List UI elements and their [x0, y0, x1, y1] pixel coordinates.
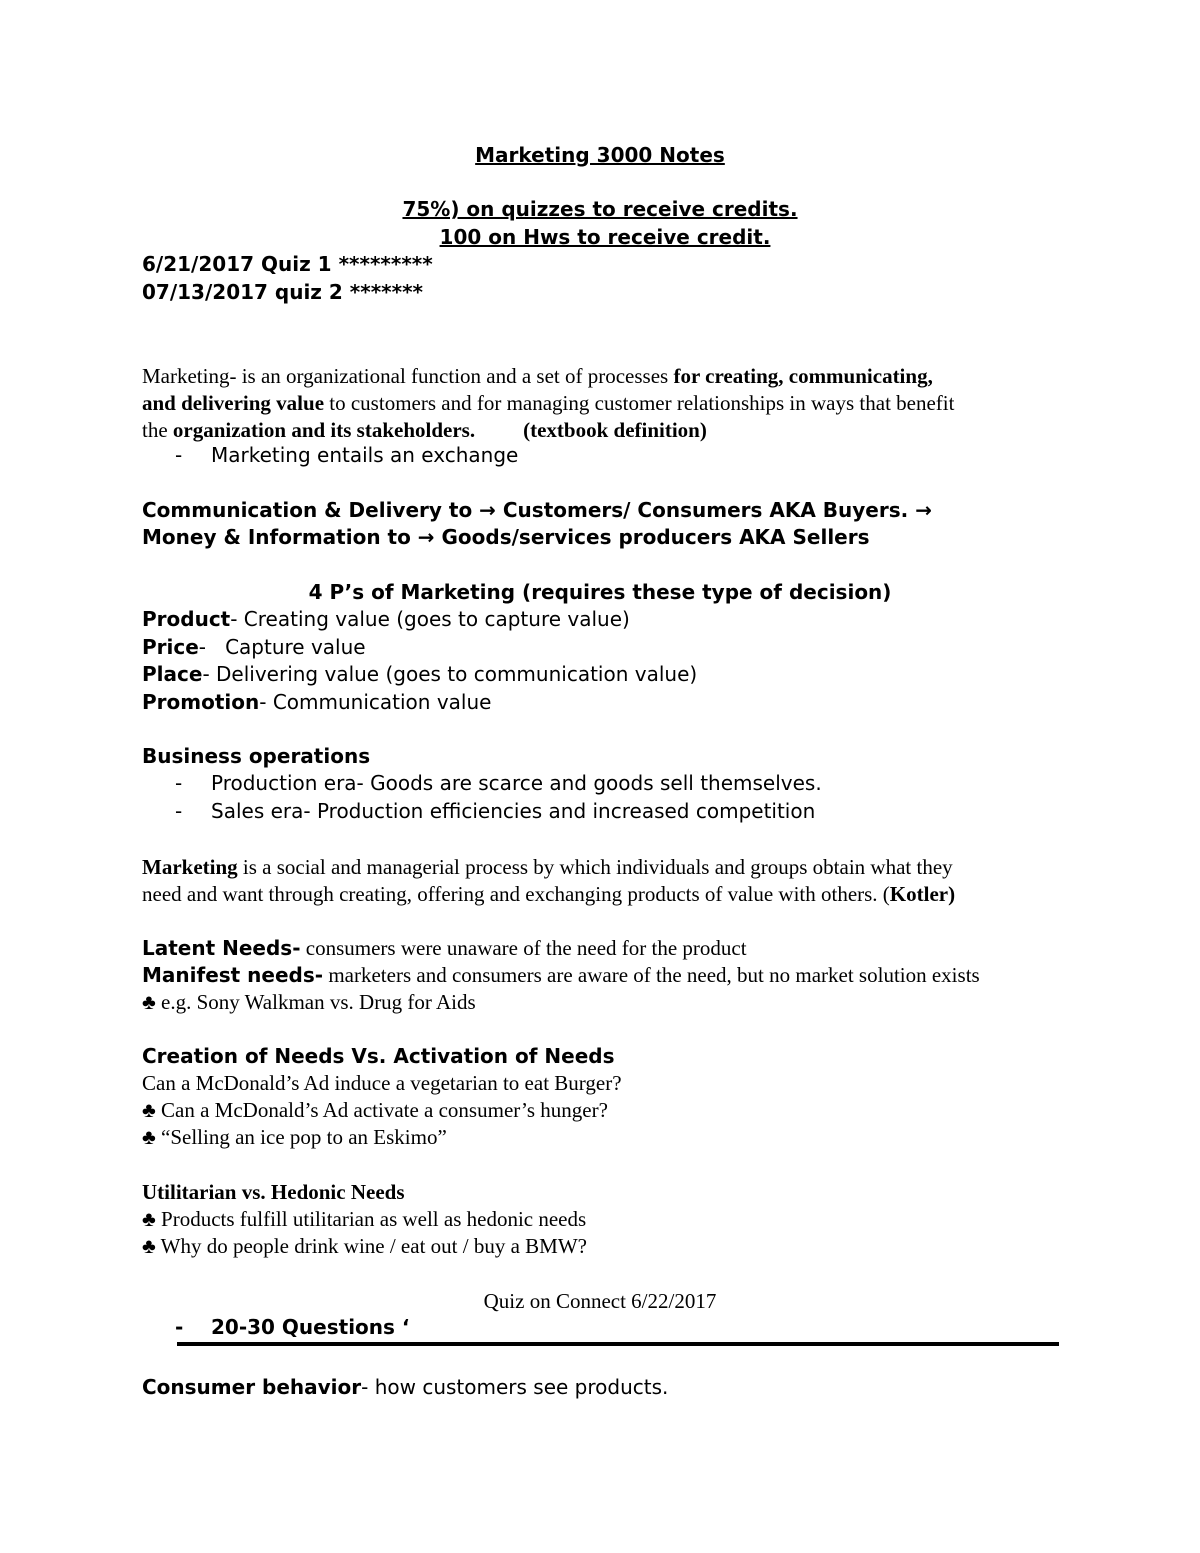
kotler-line-1: Marketing is a social and managerial process by which individuals and groups obtain what they	[142, 855, 953, 879]
document-title: Marketing 3000 Notes	[475, 143, 725, 167]
exchange-line-1: Communication & Delivery to → Customers/ Consumers AKA Buyers. →	[142, 498, 932, 522]
club-bullet-icon: ♣	[142, 990, 156, 1014]
club-bullet-icon: ♣	[142, 1234, 156, 1258]
quiz1-date: 6/21/2017 Quiz 1 *********	[142, 252, 433, 276]
kotler-line-2: need and want through creating, offering and exchanging products of value with others. (Kotler)	[142, 882, 956, 906]
quiz2-date: 07/13/2017 quiz 2 *******	[142, 280, 424, 304]
needs-example: ♣ e.g. Sony Walkman vs. Drug for Aids	[142, 990, 476, 1014]
definition-term: Marketing	[142, 364, 230, 388]
definition-line-2: and delivering value to customers and for managing customer relationships in ways that benefit	[142, 391, 955, 415]
definition-line-3: the organization and its stakeholders. (textbook definition)	[142, 418, 707, 442]
utilitarian-b2: ♣ Why do people drink wine / eat out / buy a BMW?	[142, 1234, 587, 1258]
club-bullet-icon: ♣	[142, 1125, 156, 1149]
quiz-connect-bullet: - 20-30 Questions ‘	[175, 1315, 410, 1339]
quiz-requirement: 75%) on quizzes to receive credits.	[402, 197, 798, 221]
club-bullet-icon: ♣	[142, 1098, 156, 1122]
four-ps-heading: 4 P’s of Marketing (requires these type of decision)	[308, 580, 892, 604]
creation-heading: Creation of Needs Vs. Activation of Needs	[142, 1044, 615, 1068]
quiz-connect-title: Quiz on Connect 6/22/2017	[483, 1289, 717, 1313]
utilitarian-heading: Utilitarian vs. Hedonic Needs	[142, 1180, 405, 1204]
business-bullet-1: - Production era- Goods are scarce and goods sell themselves.	[175, 771, 822, 795]
hw-requirement: 100 on Hws to receive credit.	[439, 225, 771, 249]
business-bullet-2: - Sales era- Production efficiencies and increased competition	[175, 799, 816, 823]
p-place: Place- Delivering value (goes to communication value)	[142, 662, 698, 686]
latent-needs: Latent Needs- consumers were unaware of the need for the product	[142, 936, 747, 960]
p-product: Product- Creating value (goes to capture value)	[142, 607, 630, 631]
p-promotion: Promotion- Communication value	[142, 690, 492, 714]
consumer-behavior: Consumer behavior- how customers see products.	[142, 1375, 669, 1399]
horizontal-rule	[177, 1342, 1059, 1346]
utilitarian-b1: ♣ Products fulfill utilitarian as well as hedonic needs	[142, 1207, 587, 1231]
club-bullet-icon: ♣	[142, 1207, 156, 1231]
definition-bullet: - Marketing entails an exchange	[175, 443, 519, 467]
creation-q3: ♣ “Selling an ice pop to an Eskimo”	[142, 1125, 447, 1149]
manifest-needs: Manifest needs- marketers and consumers are aware of the need, but no market solution exists	[142, 963, 980, 987]
exchange-line-2: Money & Information to → Goods/services producers AKA Sellers	[142, 525, 870, 549]
definition-line-1: Marketing- is an organizational function and a set of processes for creating, communicating,	[142, 364, 933, 388]
business-heading: Business operations	[142, 744, 371, 768]
creation-q2: ♣ Can a McDonald’s Ad activate a consumer’s hunger?	[142, 1098, 608, 1122]
p-price: Price- Capture value	[142, 635, 366, 659]
creation-q1: Can a McDonald’s Ad induce a vegetarian to eat Burger?	[142, 1071, 622, 1095]
